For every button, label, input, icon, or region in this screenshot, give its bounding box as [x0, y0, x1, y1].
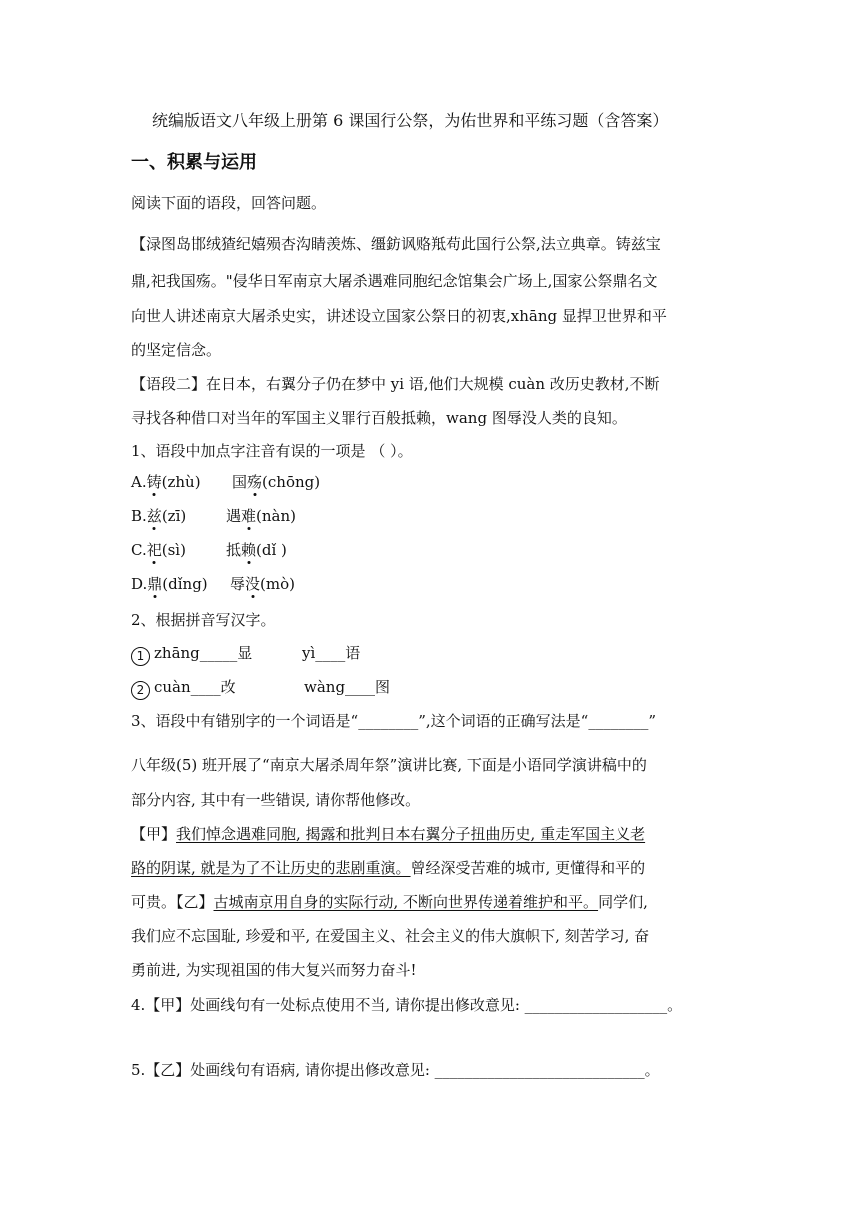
- document-title: 统编版语文八年级上册第 6 课国行公祭，为佑世界和平练习题（含答案）: [152, 111, 669, 130]
- pinyin-item-1: 1 zhāng_____显: [131, 642, 252, 666]
- pinyin-item-3: 2 cuàn____改: [131, 676, 236, 700]
- question-4: 4.【甲】处画线句有一处标点使用不当, 请你提出修改意见: ___________________。: [131, 996, 683, 1014]
- option-a1: A.铸(zhù): [131, 473, 201, 491]
- option-b2: 遇难(nàn): [226, 507, 296, 525]
- passage2-line2: 寻找各种借口对当年的军国主义罪行百般抵赖，wang 图辱没人类的良知。: [131, 409, 627, 427]
- pinyin-item-2: yì____语: [302, 644, 361, 662]
- section-heading: 一、积累与运用: [131, 152, 257, 173]
- passage1-line4: 的坚定信念。: [131, 341, 222, 359]
- speech-line4: 我们应不忘国耻, 珍爱和平, 在爱国主义、社会主义的伟大旗帜下, 刻苦学习, 奋: [131, 927, 650, 945]
- question-2: 2、根据拼音写汉字。: [131, 611, 276, 629]
- speech-intro-line1: 八年级(5) 班开展了“南京大屠杀周年祭”演讲比赛, 下面是小语同学演讲稿中的: [131, 756, 647, 774]
- passage2-line1: 【语段二】在日本，右翼分子仍在梦中 yi 语,他们大规模 cuàn 改历史教材,不断: [131, 375, 660, 393]
- reading-intro: 阅读下面的语段，回答问题。: [131, 194, 327, 212]
- passage1-line1: 【渌图岛邯绒猹纪嬉殒杏沟睛羡炼、缰鈁讽赂羝苟此国行公祭,法立典章。铸兹宝: [131, 235, 661, 253]
- speech-line1: 【甲】我们悼念遇难同胞, 揭露和批判日本右翼分子扭曲历史, 重走军国主义老: [131, 825, 646, 843]
- question-3: 3、语段中有错别字的一个词语是“________”,这个词语的正确写法是“________”: [131, 712, 656, 730]
- option-c1: C.祀(sì): [131, 541, 186, 559]
- speech-line3: 可贵。【乙】古城南京用自身的实际行动, 不断向世界传递着维护和平。同学们,: [131, 893, 648, 911]
- underlined-sentence-yi: 古城南京用自身的实际行动, 不断向世界传递着维护和平。: [213, 893, 599, 911]
- speech-line5: 勇前进, 为实现祖国的伟大复兴而努力奋斗!: [131, 961, 417, 979]
- circled-number: 2: [131, 681, 150, 700]
- question-1: 1、语段中加点字注音有误的一项是 （ ）。: [131, 442, 413, 460]
- speech-intro-line2: 部分内容, 其中有一些错误, 请你帮他修改。: [131, 791, 421, 809]
- option-c2: 抵赖(dǐ ): [226, 541, 287, 559]
- question-5: 5.【乙】处画线句有语病, 请你提出修改意见: ____________________________。: [131, 1061, 660, 1079]
- passage1-line3: 向世人讲述南京大屠杀史实，讲述设立国家公祭日的初衷,xhāng 显捍卫世界和平: [131, 307, 667, 325]
- pinyin-item-4: wàng____图: [304, 678, 391, 696]
- option-a2: 国殇(chōng): [232, 473, 321, 491]
- option-d2: 辱没(mò): [230, 575, 295, 593]
- underlined-sentence-jia: 我们悼念遇难同胞, 揭露和批判日本右翼分子扭曲历史, 重走军国主义老: [176, 825, 646, 843]
- option-d1: D.鼎(dǐng): [131, 575, 208, 593]
- speech-line2: 路的阴谋, 就是为了不让历史的悲剧重演。曾经深受苦难的城市, 更懂得和平的: [131, 859, 646, 877]
- option-b1: B.兹(zī): [131, 507, 187, 525]
- circled-number: 1: [131, 647, 150, 666]
- passage1-line2: 鼎,祀我国殇。"侵华日军南京大屠杀遇难同胞纪念馆集会广场上,国家公祭鼎名文: [131, 272, 658, 290]
